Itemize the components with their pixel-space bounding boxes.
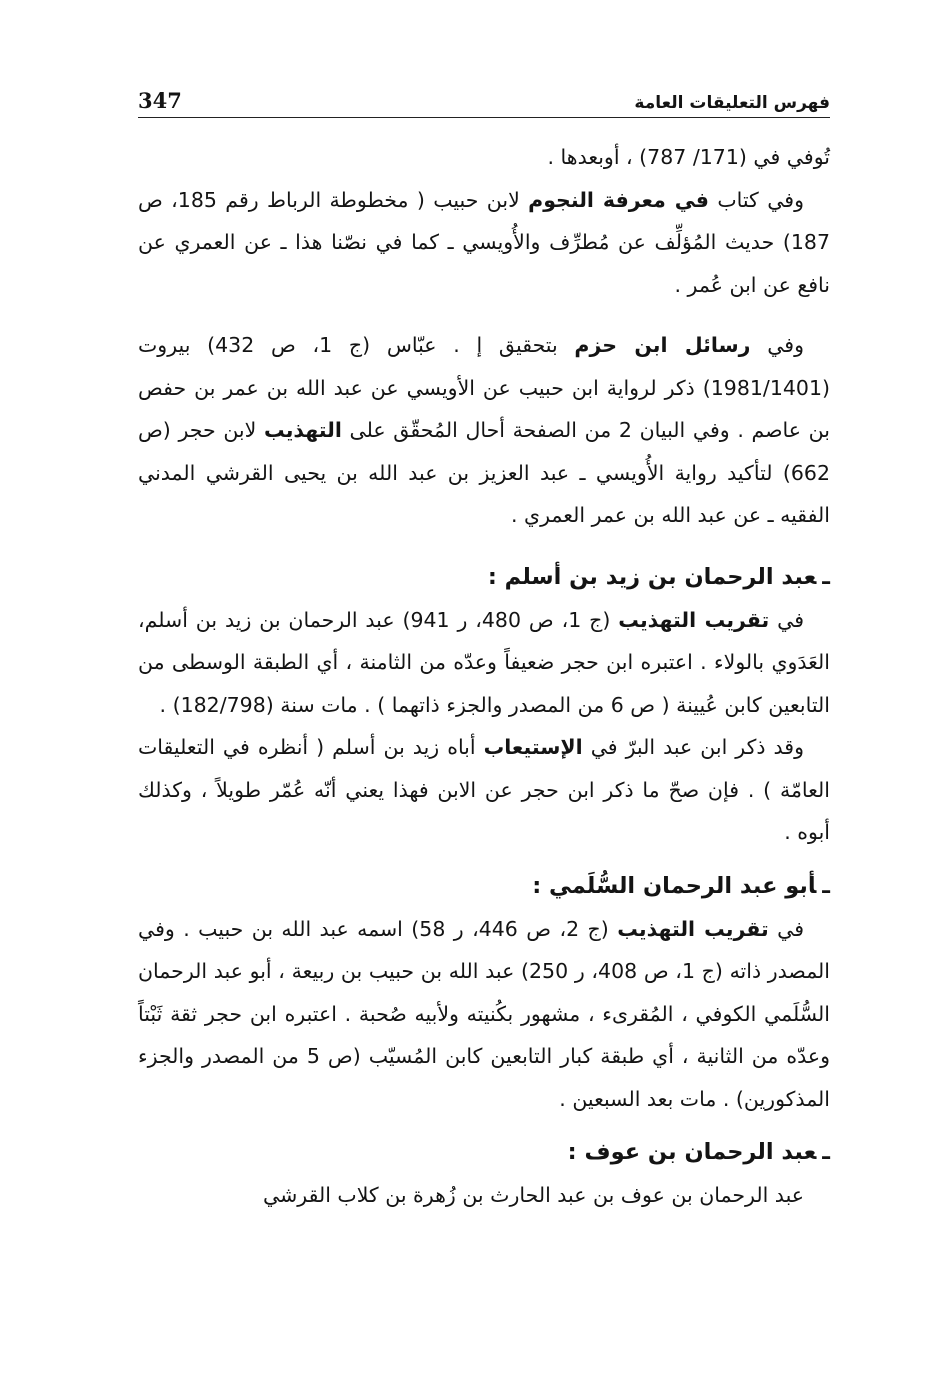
page-header — [138, 88, 830, 118]
book-title: الإستيعاب — [483, 735, 583, 759]
book-title: رسائل ابن حزم — [574, 333, 751, 357]
entry-heading-ibn-awf: ـعبد الرحمان بن عوف : — [567, 1139, 830, 1165]
paragraph-nujum: وفي كتاب في معرفة النجوم لابن حبيب ( مخطوطة الرباط رقم 185، ص 187) حديث المُؤلِّف عن مُطرِّف والأُويسي ـ كما في نصّنا هذا ـ عن العمري عن نافع عن ابن عُمر . — [138, 187, 830, 297]
paragraph-ibn-hazm: وفي رسائل ابن حزم بتحقيق إ . عبّاس (ج 1، ص 432) بيروت (1981/1401) ذكر لرواية ابن حبيب عن الأويسي عن عبد الله بن عمر بن حفص بن عاصم . وفي البيان 2 من الصفحة أحال المُحقّق على التهذيب لابن حجر (ص 662) لتأكيد رواية الأُويسي ـ عبد العزيز بن عبد الله بن يحيى القرشي المدني الفقيه ـ عن عبد الله بن عمر العمري . — [138, 333, 830, 527]
page-number: 347 — [138, 88, 182, 113]
paragraph-death-date: تُوفي في (171/ 787) ، أوبعدها . — [547, 145, 830, 169]
book-title: تقريب التهذيب — [618, 607, 770, 632]
page-body — [138, 136, 830, 1217]
paragraph-ibn-awf: عبد الرحمان بن عوف بن عبد الحارث بن زُهرة بن كلاب القرشي — [263, 1183, 804, 1207]
entry-heading-sulami: ـأبو عبد الرحمان السُّلَمي : — [532, 872, 830, 899]
entry-heading-ibn-zayd: ـعبد الرحمان بن زيد بن أسلم : — [487, 563, 830, 590]
paragraph-istiab: وقد ذكر ابن عبد البرّ في الإستيعاب أباه زيد بن أسلم ( أنظره في التعليقات العامّة ) . فإن صحّ ما ذكر ابن حجر عن الابن فهذا يعني أنّه عُمّر طويلاً ، وكذلك أبوه . — [138, 735, 830, 844]
book-title: في معرفة النجوم — [528, 187, 709, 212]
book-title: التهذيب — [264, 418, 342, 442]
paragraph-taqrib-sulami: في تقريب التهذيب (ج 2، ص 446، ر 58) اسمه عبد الله بن حبيب . وفي المصدر ذاته (ج 1، ص 408، ر 250) عبد الله بن حبيب بن ربيعة ، أبو عبد الرحمان السُّلَمي الكوفي ، المُقرىء ، مشهور بكُنيته ولأبيه صُحبة . اعتبره ابن حجر ثقة ثَبْتاً وعدّه من الثانية ، أي طبقة كبار التابعين كابن المُسيّب (ص 5 من المصدر والجزء المذكورين) . مات بعد السبعين . — [138, 916, 831, 1111]
paragraph-taqrib-ibn-zayd: في تقريب التهذيب (ج 1، ص 480، ر 941) عبد الرحمان بن زيد بن أسلم، العَدَوي بالولاء . اعتبره ابن حجر ضعيفاً وعدّه من الثامنة ، أي الطبقة الوسطى من التابعين كابن عُيينة ( ص 6 من المصدر والجزء ذاتهما ) . مات سنة (182/798) . — [138, 607, 830, 717]
book-title: تقريب التهذيب — [617, 916, 769, 941]
running-title: فهرس التعليقات العامة — [634, 93, 830, 113]
